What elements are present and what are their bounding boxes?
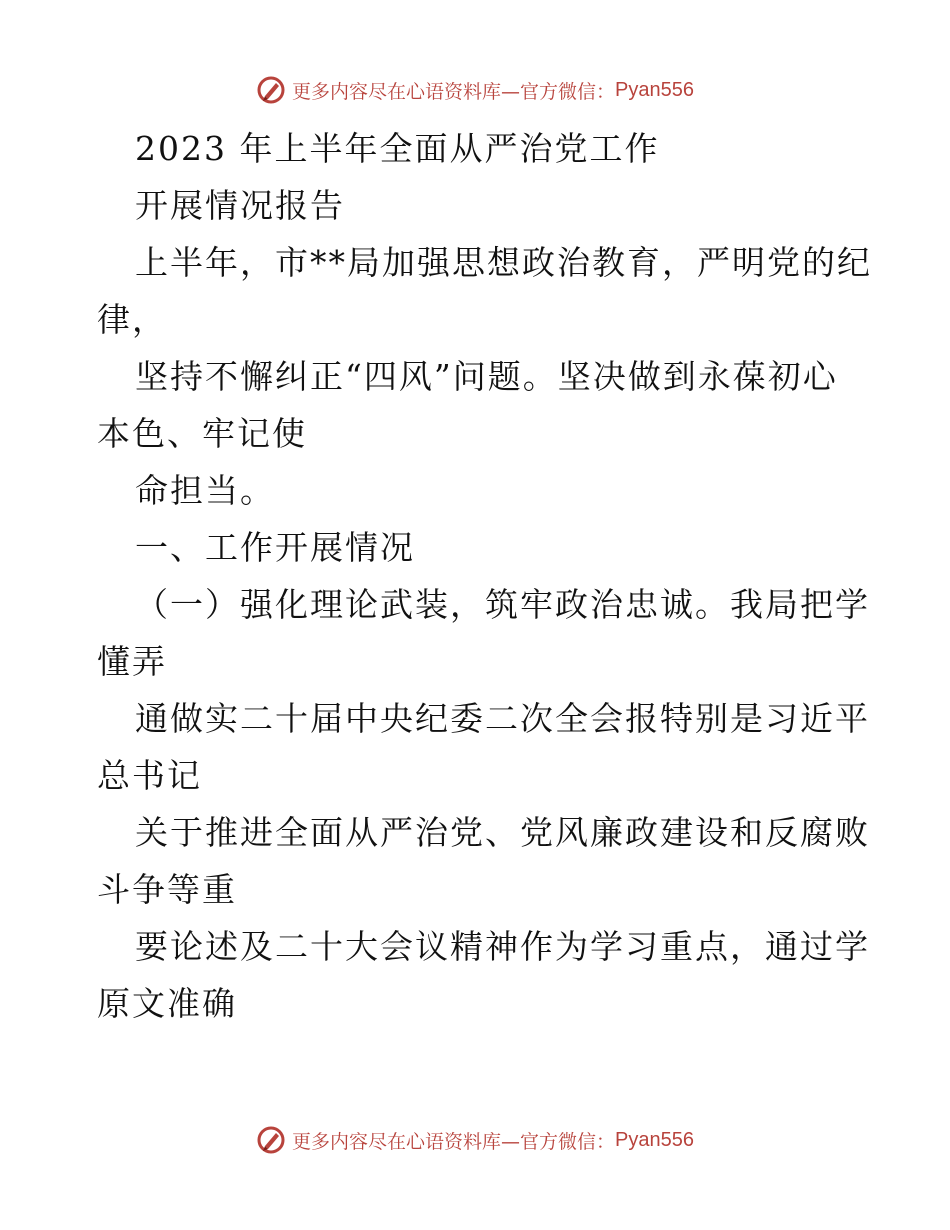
text-line: （一）强化理论武装，筑牢政治忠诚。我局把学	[135, 585, 870, 624]
text-line: 命担当。	[135, 471, 275, 510]
footer-watermark-banner	[0, 1120, 950, 1160]
banner-text: 更多内容尽在心语资料库—官方微信：	[292, 80, 616, 103]
text-line: 懂弄	[97, 642, 167, 681]
banner-wechat-id: Pyan556	[615, 78, 694, 101]
pen-seal-icon	[256, 1125, 286, 1155]
text-line: 关于推进全面从严治党、党风廉政建设和反腐败	[135, 813, 870, 852]
text-line: 要论述及二十大会议精神作为学习重点，通过学	[135, 927, 870, 966]
text-line: 坚持不懈纠正“四风”问题。坚决做到永葆初心	[135, 357, 838, 396]
banner-wechat-id: Pyan556	[615, 1128, 694, 1151]
text-line: 原文准确	[97, 984, 237, 1023]
document-body	[97, 120, 872, 1032]
text-line: 开展情况报告	[135, 186, 345, 225]
text-line: 本色、牢记使	[97, 414, 307, 453]
pen-seal-icon	[256, 75, 286, 105]
text-line: 上半年，市**局加强思想政治教育，严明党的纪	[135, 243, 872, 282]
banner-text: 更多内容尽在心语资料库—官方微信：	[292, 1130, 616, 1153]
text-line: 一、工作开展情况	[135, 528, 415, 567]
text-line: 2023 年上半年全面从严治党工作	[135, 129, 660, 168]
text-line: 律，	[97, 300, 167, 339]
text-line: 通做实二十届中央纪委二次全会报特别是习近平	[135, 699, 870, 738]
header-watermark-banner	[0, 70, 950, 110]
text-line: 总书记	[97, 756, 202, 795]
text-line: 斗争等重	[97, 870, 237, 909]
